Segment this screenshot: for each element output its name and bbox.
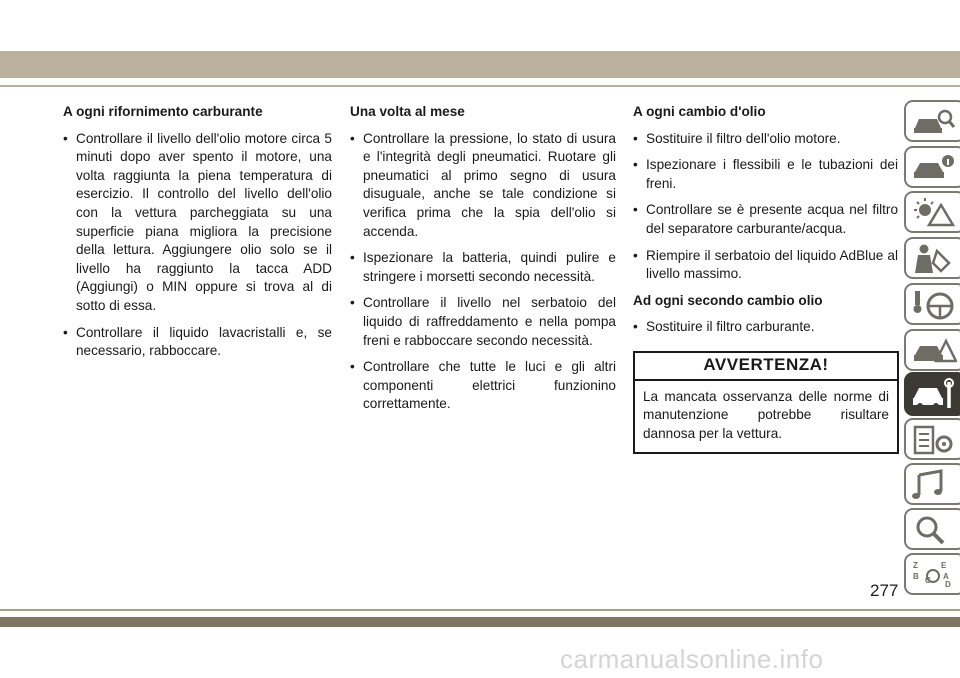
tab-starting-operating[interactable] bbox=[904, 283, 960, 325]
tab-in-case-of-emergency[interactable] bbox=[904, 329, 960, 371]
car-info-icon bbox=[911, 152, 957, 184]
search-icon bbox=[911, 514, 957, 546]
warning-body: La mancata osservanza delle norme di manutenzione potrebbe risultare dannosa per la vettura. bbox=[643, 388, 889, 441]
list-item: • Controllare la pressione, lo stato di usura e l'integrità degli pneumatici. Ruotare gli pneumatici al primo segno di usura disuguale, anche se tale condizione si verifica prima che la spia dell'olio si accenda. bbox=[350, 130, 616, 242]
list-item: • Ispezionare i flessibili e le tubazioni dei freni. bbox=[633, 156, 898, 193]
list-item: • Riempire il serbatoio del liquido AdBlue al livello massimo. bbox=[633, 247, 898, 284]
list-item: • Controllare che tutte le luci e gli altri componenti elettrici funzionino correttamente. bbox=[350, 358, 616, 414]
tab-car-info[interactable] bbox=[904, 146, 960, 188]
alphabetical-index-icon bbox=[911, 559, 957, 591]
svg-text:B: B bbox=[913, 572, 919, 581]
warning-title: AVVERTENZA! bbox=[635, 353, 897, 381]
tab-multimedia[interactable] bbox=[904, 463, 960, 505]
header-rule bbox=[0, 85, 960, 87]
footer-rule bbox=[0, 609, 960, 611]
section-heading: Ad ogni secondo cambio olio bbox=[633, 292, 823, 308]
svg-text:Z: Z bbox=[913, 561, 918, 570]
column-monthly bbox=[350, 103, 616, 422]
bullet-list bbox=[63, 130, 332, 361]
section-heading: A ogni rifornimento carburante bbox=[63, 104, 263, 119]
watermark: carmanualsonline.info bbox=[560, 644, 824, 674]
tab-search[interactable] bbox=[904, 508, 960, 550]
list-item: • Controllare il liquido lavacristalli e, se necessario, rabboccare. bbox=[63, 324, 332, 361]
tab-index[interactable] bbox=[904, 553, 960, 595]
section-heading: A ogni cambio d'olio bbox=[633, 104, 766, 119]
list-item: • Sostituire il filtro dell'olio motore. bbox=[633, 130, 898, 149]
warning-box bbox=[633, 351, 899, 454]
section-heading: Una volta al mese bbox=[350, 104, 465, 119]
technical-specs-icon bbox=[911, 424, 957, 456]
list-item: • Sostituire il filtro carburante. bbox=[633, 318, 898, 337]
tab-safety[interactable] bbox=[904, 237, 960, 279]
header-band bbox=[0, 51, 960, 78]
safety-airbag-icon bbox=[911, 243, 957, 275]
column-oil-change bbox=[633, 103, 898, 454]
warning-light-icon bbox=[911, 197, 957, 229]
list-item: • Controllare il livello nel serbatoio del liquido di raffreddamento e nella pompa freni e rabboccare secondo necessità. bbox=[350, 294, 616, 350]
car-maintenance-icon bbox=[911, 378, 957, 412]
svg-text:C: C bbox=[925, 576, 931, 585]
steering-wheel-icon bbox=[911, 289, 957, 321]
list-item: • Controllare il livello dell'olio motore circa 5 minuti dopo aver spento il motore, una volta raggiunta la piena temperatura di esercizio. Il controllo del livello dell'olio con la vettura parcheggiata su una superficie piana migliora la precisione della lettura. Aggiungere olio solo se il livello ha raggiunto la tacca ADD (Aggiungi) o MIN oppure si trova al di sotto di essa. bbox=[63, 130, 332, 316]
page-number: 277 bbox=[870, 581, 899, 600]
footer-band bbox=[0, 617, 960, 627]
svg-text:D: D bbox=[945, 580, 951, 589]
bullet-list bbox=[633, 318, 898, 337]
tab-technical-specifications[interactable] bbox=[904, 418, 960, 460]
car-breakdown-icon bbox=[911, 335, 957, 367]
list-item: • Ispezionare la batteria, quindi pulire e stringere i morsetti secondo necessità. bbox=[350, 249, 616, 286]
list-item: • Controllare se è presente acqua nel filtro del separatore carburante/acqua. bbox=[633, 201, 898, 238]
column-fuel-refill bbox=[63, 103, 332, 369]
tab-warning-light[interactable] bbox=[904, 191, 960, 233]
svg-text:E: E bbox=[941, 561, 947, 570]
bullet-list bbox=[633, 130, 898, 284]
car-magnifier-icon bbox=[911, 106, 957, 138]
tab-servicing-maintenance[interactable] bbox=[904, 372, 960, 416]
multimedia-icon bbox=[911, 469, 957, 501]
tab-car-magnifier[interactable] bbox=[904, 100, 960, 142]
svg-text:A: A bbox=[943, 572, 949, 581]
bullet-list bbox=[350, 130, 616, 414]
